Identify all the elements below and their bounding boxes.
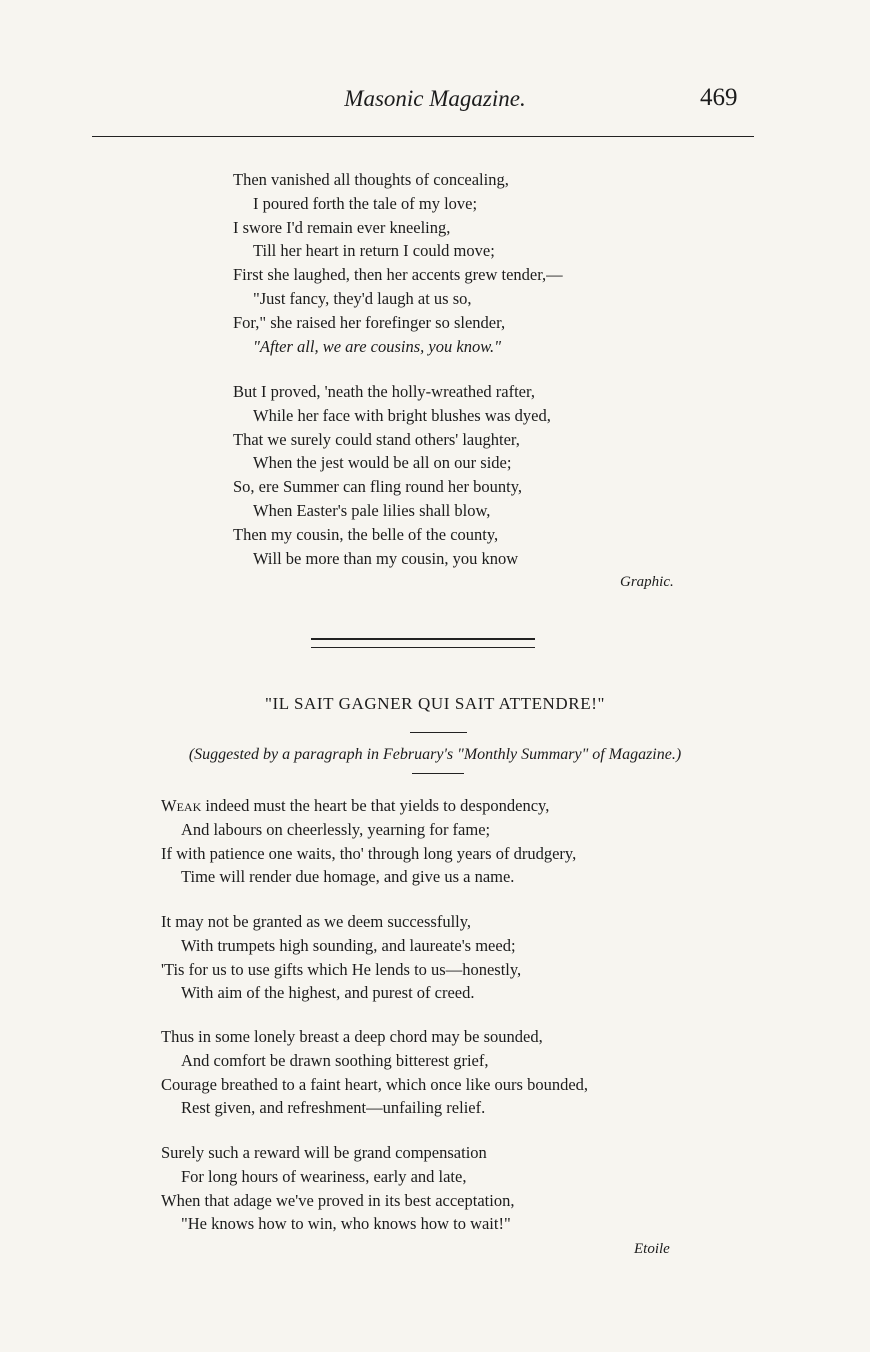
poem2-stanza-2 xyxy=(161,910,521,1005)
poem2-subtitle: (Suggested by a paragraph in February's "Monthly Summary" of Magazine.) xyxy=(188,746,682,763)
subtitle-rule xyxy=(412,773,464,774)
verse-line: If with patience one waits, tho' through long years of drudgery, xyxy=(161,843,577,863)
verse-line xyxy=(161,794,576,818)
verse-line: Till her heart in return I could move; xyxy=(253,241,495,261)
verse-line: Time will render due homage, and give us a name. xyxy=(181,867,515,887)
verse-line: For long hours of weariness, early and late, xyxy=(181,1166,467,1186)
verse-line: That we surely could stand others' laughter, xyxy=(233,429,520,449)
verse-line: Surely such a reward will be grand compensation xyxy=(161,1143,487,1162)
verse-line: When Easter's pale lilies shall blow, xyxy=(253,500,491,520)
verse-line: "After all, we are cousins, you know." xyxy=(253,336,502,356)
verse-line: I swore I'd remain ever kneeling, xyxy=(233,217,451,237)
poem2-attribution: Etoile xyxy=(634,1241,670,1257)
verse-line: I poured forth the tale of my love; xyxy=(253,193,478,213)
verse-line: With trumpets high sounding, and laureate's meed; xyxy=(181,935,516,955)
poem1-stanza-2 xyxy=(233,380,551,570)
title-rule xyxy=(410,732,467,733)
poem2-stanza-1 xyxy=(161,794,576,889)
poem1-attribution: Graphic. xyxy=(620,574,674,590)
section-divider-thin xyxy=(311,647,535,648)
verse-line: "He knows how to win, who knows how to wait!" xyxy=(181,1214,511,1234)
verse-line: Thus in some lonely breast a deep chord may be sounded, xyxy=(161,1027,543,1046)
poem2-title: "IL SAIT GAGNER QUI SAIT ATTENDRE!" xyxy=(264,694,606,713)
running-header-title: Masonic Magazine. xyxy=(344,86,526,111)
poem2-stanza-3 xyxy=(161,1025,588,1120)
verse-line: And comfort be drawn soothing bitterest grief, xyxy=(181,1050,489,1070)
page-number: 469 xyxy=(700,84,738,111)
verse-line: For," she raised her forefinger so slender, xyxy=(233,312,506,332)
opening-word: Weak xyxy=(161,796,202,815)
verse-line: And labours on cheerlessly, yearning for fame; xyxy=(181,819,491,839)
verse-line: First she laughed, then her accents grew tender,— xyxy=(233,265,563,285)
verse-line: Will be more than my cousin, you know xyxy=(253,548,519,568)
verse-line: With aim of the highest, and purest of creed. xyxy=(181,983,475,1003)
header-rule xyxy=(92,136,754,137)
verse-line: While her face with bright blushes was dyed, xyxy=(253,405,551,425)
verse-line: Rest given, and refreshment—unfailing relief. xyxy=(181,1098,486,1118)
verse-line-rest: indeed must the heart be that yields to despondency, xyxy=(201,796,550,815)
verse-line: "Just fancy, they'd laugh at us so, xyxy=(253,288,472,308)
verse-line: But I proved, 'neath the holly-wreathed rafter, xyxy=(233,382,535,401)
verse-line: 'Tis for us to use gifts which He lends to us—honestly, xyxy=(161,959,522,979)
poem2-stanza-4 xyxy=(161,1141,514,1236)
verse-line: Then vanished all thoughts of concealing, xyxy=(233,170,509,189)
verse-line: It may not be granted as we deem successfully, xyxy=(161,912,472,931)
verse-line: So, ere Summer can fling round her bounty, xyxy=(233,477,522,497)
verse-line: When the jest would be all on our side; xyxy=(253,453,512,473)
section-divider-thick xyxy=(311,638,535,640)
verse-line: Then my cousin, the belle of the county, xyxy=(233,524,499,544)
verse-line: When that adage we've proved in its best acceptation, xyxy=(161,1190,515,1210)
poem1-stanza-1 xyxy=(233,168,563,358)
verse-line: Courage breathed to a faint heart, which once like ours bounded, xyxy=(161,1074,589,1094)
